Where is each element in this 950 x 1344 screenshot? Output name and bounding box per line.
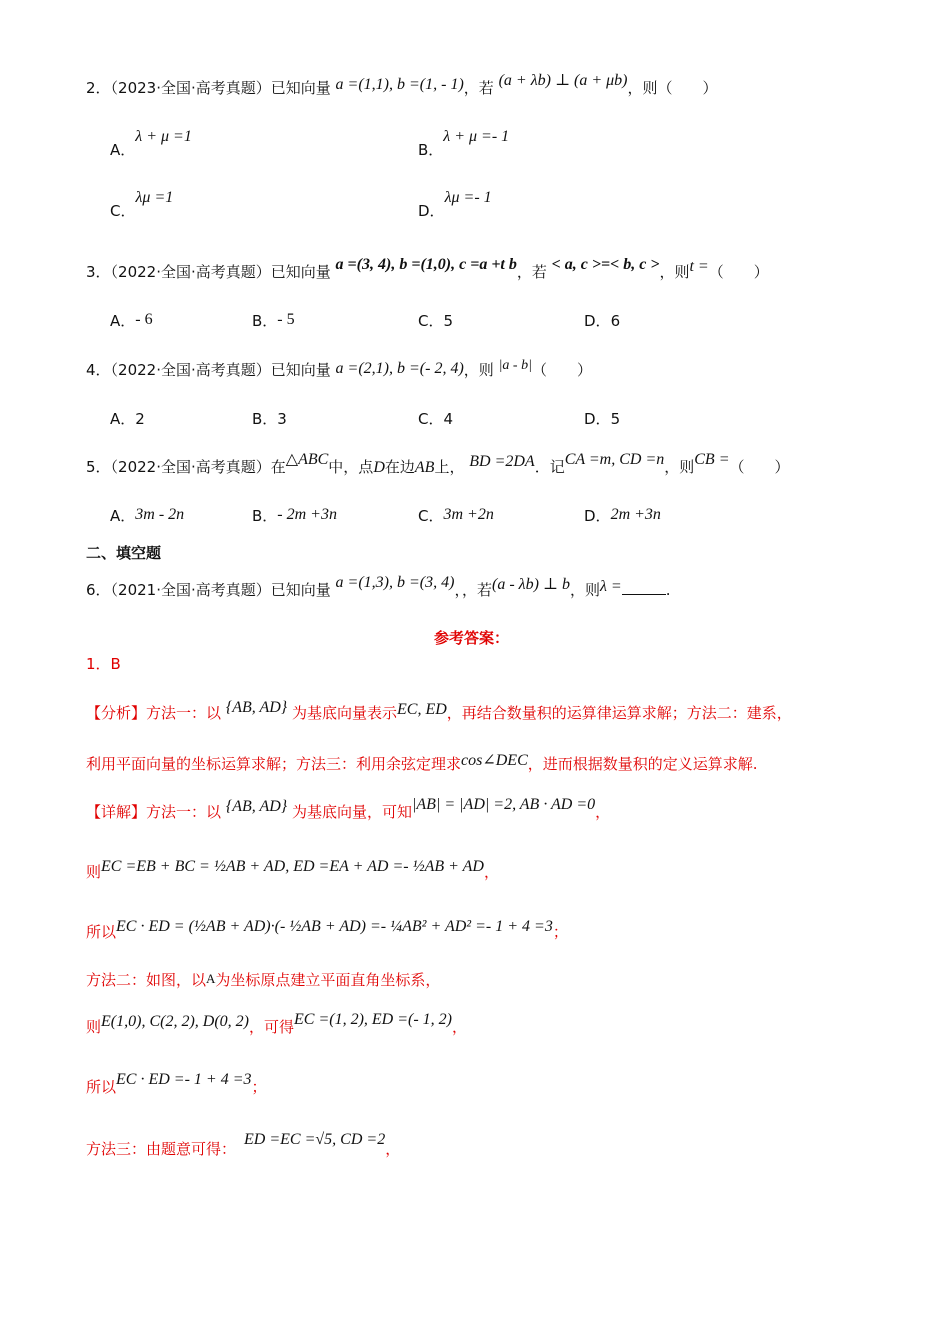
question-5: [86, 451, 790, 478]
q5-math-ca-cd: CA =m, CD =n: [564, 451, 665, 468]
option-math: - 2m +3n: [277, 506, 337, 523]
detail-l2-math: EC =EB + BC = ½AB + AD, ED =EA + AD =- ½AB + AD: [101, 858, 484, 875]
q6-math-lambda: λ =: [599, 578, 622, 595]
method2-l3-math: EC · ED =- 1 + 4 =3: [116, 1071, 252, 1088]
method2-l2-prefix: 则: [86, 1018, 102, 1036]
option-math: 3m +2n: [443, 506, 494, 523]
q6-tail2: .: [665, 581, 671, 599]
q6-tail1: ，则: [569, 581, 600, 599]
q5-t5: ，则: [664, 458, 695, 476]
option-label: C．: [418, 312, 444, 330]
q5-math-triangle: △ABC: [285, 451, 329, 468]
analysis-line-1: [86, 699, 792, 724]
method3-suffix: ，: [385, 1140, 401, 1158]
option-label: C．: [110, 202, 136, 220]
method2-origin-a: A: [206, 971, 216, 986]
q5-option-b: [252, 506, 337, 527]
q4-tail: （ ）: [531, 361, 592, 379]
option-math: 6: [610, 312, 621, 330]
method2-line-2: [86, 1011, 468, 1038]
option-label: C．: [418, 410, 444, 428]
method3-prefix: 方法三：由题意可得：: [86, 1140, 237, 1158]
method2-l2-suffix: ，: [452, 1018, 468, 1036]
detail-line-1: [86, 796, 611, 823]
method2-l3-suffix: ；: [251, 1078, 267, 1096]
q5-point-d: D: [373, 459, 385, 476]
detail-l2-prefix: 则: [86, 863, 102, 881]
option-label: D．: [418, 202, 445, 220]
analysis-text-5: ，进而根据数量积的定义运算求解.: [527, 755, 758, 773]
option-math: 2: [135, 410, 145, 428]
option-math: 5: [443, 312, 454, 330]
q4-math-magnitude: |a - b|: [498, 358, 532, 373]
option-math: 2m +3n: [610, 506, 661, 523]
analysis-text-4: 利用平面向量的坐标运算求解；方法三：利用余弦定理求: [86, 755, 462, 773]
q4-option-d: [584, 409, 620, 429]
q3-option-a: [110, 311, 153, 332]
method2-l2-mid: ，可得: [248, 1018, 294, 1036]
q2-math-condition: (a + λb) ⊥ (a + μb): [498, 72, 628, 89]
q4-option-c: [418, 409, 453, 429]
q4-math-vectors: a =(2,1), b =(- 2, 4): [335, 360, 464, 377]
option-label: D．: [584, 312, 611, 330]
q3-number: 3．: [86, 263, 111, 281]
method2-l2-vectors: EC =(1, 2), ED =(- 1, 2): [294, 1011, 453, 1028]
q3-option-b: [252, 311, 295, 332]
section-heading-fill-in: 二、填空题: [86, 544, 162, 562]
option-label: B．: [252, 507, 278, 525]
q4-option-a: [110, 409, 145, 429]
option-label: A．: [110, 141, 136, 159]
q5-t2: 在边: [384, 458, 415, 476]
option-math: 3: [277, 410, 287, 428]
method2-l2-points: E(1,0), C(2, 2), D(0, 2): [101, 1013, 249, 1030]
option-label: D．: [584, 410, 611, 428]
analysis-math-vectors: EC, ED: [397, 701, 447, 718]
detail-l3-math: EC · ED = (½AB + AD)·(- ½AB + AD) =- ¼AB² + AD² =- 1 + 4 =3: [116, 918, 553, 935]
analysis-text-2: 为基底向量表示: [291, 704, 397, 722]
method2-line-3: [86, 1071, 267, 1098]
option-math: λ + μ =1: [135, 128, 192, 145]
analysis-math-basis: {AB, AD}: [225, 699, 288, 716]
q2-option-a: [110, 128, 192, 161]
analysis-tag: 【分析】: [86, 704, 147, 722]
q5-math-bd: BD =2DA: [469, 453, 535, 470]
q5-option-a: [110, 506, 184, 527]
q5-t1: 中，点: [328, 458, 374, 476]
q6-source: （2021·全国·高考真题）已知向量: [110, 581, 331, 599]
detail-tag: 【详解】: [86, 803, 147, 821]
detail-line-3: [86, 918, 568, 943]
q6-math-condition: (a - λb) ⊥ b: [491, 576, 570, 593]
detail-line-2: [86, 858, 499, 883]
q2-math-vectors: a =(1,1), b =(1, - 1): [335, 76, 464, 93]
q5-side-ab: AB: [414, 459, 435, 476]
q6-answer-blank[interactable]: [622, 580, 666, 595]
detail-l2-suffix: ，: [483, 863, 499, 881]
q2-option-b: [418, 128, 510, 161]
q4-mid: ，则: [463, 361, 494, 379]
option-label: B．: [252, 410, 278, 428]
question-3: [86, 256, 769, 283]
option-math: λ + μ =- 1: [443, 128, 510, 145]
q5-option-d: [584, 506, 661, 527]
option-math: 5: [610, 410, 621, 428]
method2-line-1: [86, 970, 440, 991]
answers-title: 参考答案：: [434, 629, 510, 647]
question-4: [86, 360, 592, 382]
q3-math-t: t =: [689, 258, 709, 275]
q2-source: （2023·全国·高考真题）已知向量: [110, 79, 331, 97]
option-math: λμ =1: [135, 189, 174, 206]
method2-l3-prefix: 所以: [86, 1078, 117, 1096]
option-label: D．: [584, 507, 611, 525]
option-label: A．: [110, 507, 136, 525]
q3-tail1: ，则: [659, 263, 690, 281]
q6-mid: ，若: [461, 581, 492, 599]
option-math: 3m - 2n: [135, 506, 185, 523]
detail-l3-prefix: 所以: [86, 923, 117, 941]
option-math: - 5: [277, 311, 295, 328]
option-label: B．: [418, 141, 444, 159]
q2-number: 2．: [86, 79, 111, 97]
q6-number: 6．: [86, 581, 111, 599]
q5-tail: （ ）: [729, 458, 790, 476]
analysis-text-1: 方法一：以: [146, 704, 222, 722]
q5-math-cb: CB =: [694, 451, 730, 468]
detail-text-1: 方法一：以: [146, 803, 222, 821]
q2-option-c: [110, 189, 174, 222]
q3-math-vectors: a =(3, 4), b =(1,0), c =a +t b: [335, 256, 517, 273]
q3-mid: ，若: [516, 263, 547, 281]
q4-source: （2022·全国·高考真题）已知向量: [110, 361, 331, 379]
q3-tail2: （ ）: [708, 263, 769, 281]
detail-text-3: ，: [595, 803, 611, 821]
method2-text-b: 为坐标原点建立平面直角坐标系，: [215, 971, 441, 989]
method2-text-a: 方法二：如图，以: [86, 971, 207, 989]
q3-source: （2022·全国·高考真题）已知向量: [110, 263, 331, 281]
option-math: λμ =- 1: [444, 189, 492, 206]
q4-option-b: [252, 409, 287, 429]
answer-1: 1．B: [86, 655, 121, 673]
q2-mid: ，若: [463, 79, 494, 97]
detail-l3-suffix: ；: [552, 923, 568, 941]
q4-number: 4．: [86, 361, 111, 379]
option-math: - 6: [135, 311, 153, 328]
analysis-math-cos: cos∠DEC: [461, 752, 528, 769]
q3-math-condition: < a, c >=< b, c >: [551, 256, 660, 273]
question-2: [86, 72, 718, 99]
question-6: 6．（2021·全国·高考真题）已知向量 a =(1,3), b =(3, 4)，，若(a - λb) ⊥ b，则λ = .: [86, 574, 671, 599]
detail-math-magnitudes: |AB| = |AD| =2, AB · AD =0: [412, 796, 596, 813]
detail-text-2: 为基底向量，可知: [291, 803, 412, 821]
method3-line-1: [86, 1131, 401, 1160]
option-math: 4: [443, 410, 454, 428]
q5-t4: ．记: [534, 458, 565, 476]
q2-tail: ，则（ ）: [627, 79, 718, 97]
option-label: A．: [110, 312, 136, 330]
method3-math: ED =EC =√5, CD =2: [244, 1131, 386, 1148]
q6-math-vectors: a =(1,3), b =(3, 4): [335, 574, 455, 591]
q2-option-d: [418, 189, 492, 222]
analysis-text-3: ，再结合数量积的运算律运算求解；方法二：建系，: [446, 704, 792, 722]
analysis-line-2: [86, 754, 758, 775]
q5-t3: 上，: [434, 458, 465, 476]
option-label: B．: [252, 312, 278, 330]
detail-math-basis: {AB, AD}: [225, 798, 288, 815]
option-label: A．: [110, 410, 136, 428]
q5-option-c: [418, 506, 494, 527]
q3-option-c: [418, 311, 453, 331]
option-label: C．: [418, 507, 444, 525]
q3-option-d: [584, 311, 620, 331]
q5-source: （2022·全国·高考真题）在: [110, 458, 286, 476]
q5-number: 5．: [86, 458, 111, 476]
